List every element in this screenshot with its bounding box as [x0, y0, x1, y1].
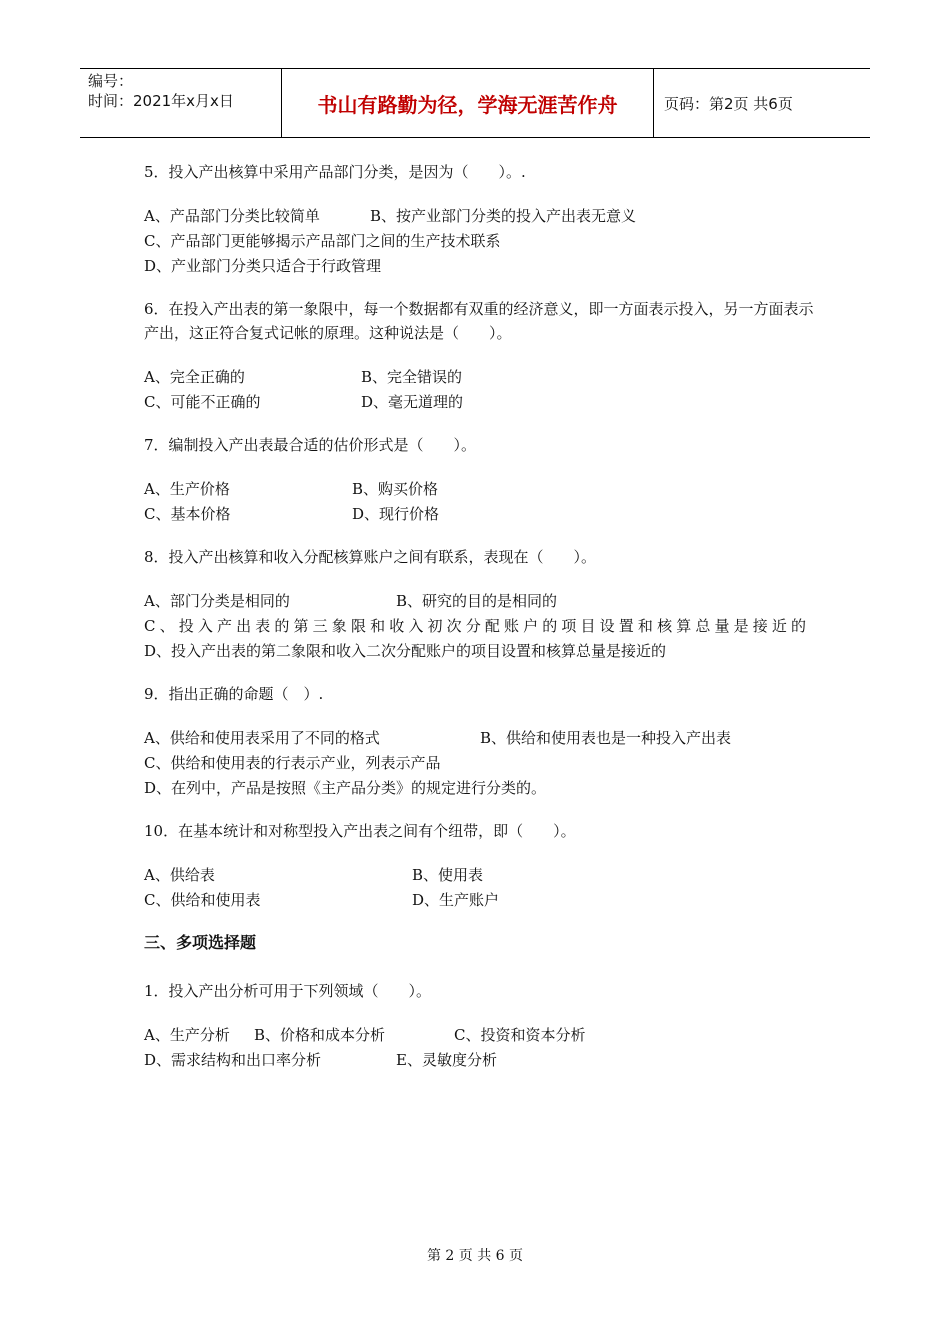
- section-title: 三、多项选择题: [144, 933, 257, 952]
- option-c: C、供给和使用表: [144, 891, 261, 909]
- option-d: D、现行价格: [352, 505, 440, 523]
- document-body: [144, 160, 814, 1091]
- multi-question-1: [144, 979, 814, 1073]
- question-stem: 6．在投入产出表的第一象限中，每一个数据都有双重的经济意义，即一方面表示投入，另一方面表示产出，这正符合复式记帐的原理。这种说法是（ ）。: [144, 300, 814, 342]
- doc-time-label: 时间：2021年x月x日: [88, 92, 234, 110]
- question-7: [144, 433, 814, 527]
- option-b: B、按产业部门分类的投入产出表无意义: [370, 207, 637, 225]
- option-c: C、基本价格: [144, 505, 231, 523]
- question-5: [144, 160, 814, 279]
- option-b: B、购买价格: [352, 480, 439, 498]
- option-b: B、供给和使用表也是一种投入产出表: [480, 729, 732, 747]
- option-d: D、产业部门分类只适合于行政管理: [144, 257, 382, 275]
- question-stem: 5．投入产出核算中采用产品部门分类，是因为（ ）。.: [144, 163, 526, 181]
- option-d: D、毫无道理的: [361, 393, 464, 411]
- question-6: [144, 297, 814, 415]
- question-stem: 1．投入产出分析可用于下列领域（ ）。: [144, 982, 432, 1000]
- option-d: D、需求结构和出口率分析: [144, 1051, 322, 1069]
- option-e: E、灵敏度分析: [396, 1051, 497, 1069]
- option-d: D、投入产出表的第二象限和收入二次分配账户的项目设置和核算总量是接近的: [144, 642, 667, 660]
- question-10: [144, 819, 814, 913]
- option-d: D、在列中，产品是按照《主产品分类》的规定进行分类的。: [144, 779, 547, 797]
- option-b: B、完全错误的: [361, 368, 463, 386]
- option-a: A、供给表: [144, 866, 215, 884]
- option-b: B、研究的目的是相同的: [396, 592, 558, 610]
- page-footer: 第 2 页 共 6 页: [426, 1248, 524, 1264]
- option-c: C、投资和资本分析: [454, 1026, 586, 1044]
- header-left-cell: [80, 69, 282, 137]
- option-a: A、产品部门分类比较简单: [144, 207, 320, 225]
- option-a: A、完全正确的: [144, 368, 245, 386]
- question-8: [144, 545, 814, 664]
- page-header: [80, 68, 870, 138]
- option-b: B、使用表: [412, 866, 484, 884]
- option-b: B、价格和成本分析: [254, 1026, 386, 1044]
- header-motto: 书山有路勤为径，学海无涯苦作舟: [282, 69, 654, 137]
- option-c: C、供给和使用表的行表示产业，列表示产品: [144, 754, 441, 772]
- question-9: [144, 682, 814, 801]
- question-stem: 9．指出正确的命题（ ）.: [144, 685, 324, 703]
- option-d: D、生产账户: [412, 891, 500, 909]
- option-c: C、产品部门更能够揭示产品部门之间的生产技术联系: [144, 232, 501, 250]
- header-page-info: 页码：第2页 共6页: [664, 94, 793, 113]
- option-c: C、投入产出表的第三象限和收入初次分配账户的项目设置和核算总量是接近的: [144, 617, 806, 635]
- option-a: A、生产价格: [144, 480, 230, 498]
- question-stem: 8．投入产出核算和收入分配核算账户之间有联系，表现在（ ）。: [144, 548, 597, 566]
- option-a: A、供给和使用表采用了不同的格式: [144, 729, 380, 747]
- option-c: C、可能不正确的: [144, 393, 261, 411]
- option-a: A、部门分类是相同的: [144, 592, 290, 610]
- question-stem: 7．编制投入产出表最合适的估价形式是（ ）。: [144, 436, 477, 454]
- option-a: A、生产分析: [144, 1026, 230, 1044]
- doc-code-label: 编号：: [88, 72, 134, 90]
- question-stem: 10．在基本统计和对称型投入产出表之间有个纽带，即（ ）。: [144, 822, 576, 840]
